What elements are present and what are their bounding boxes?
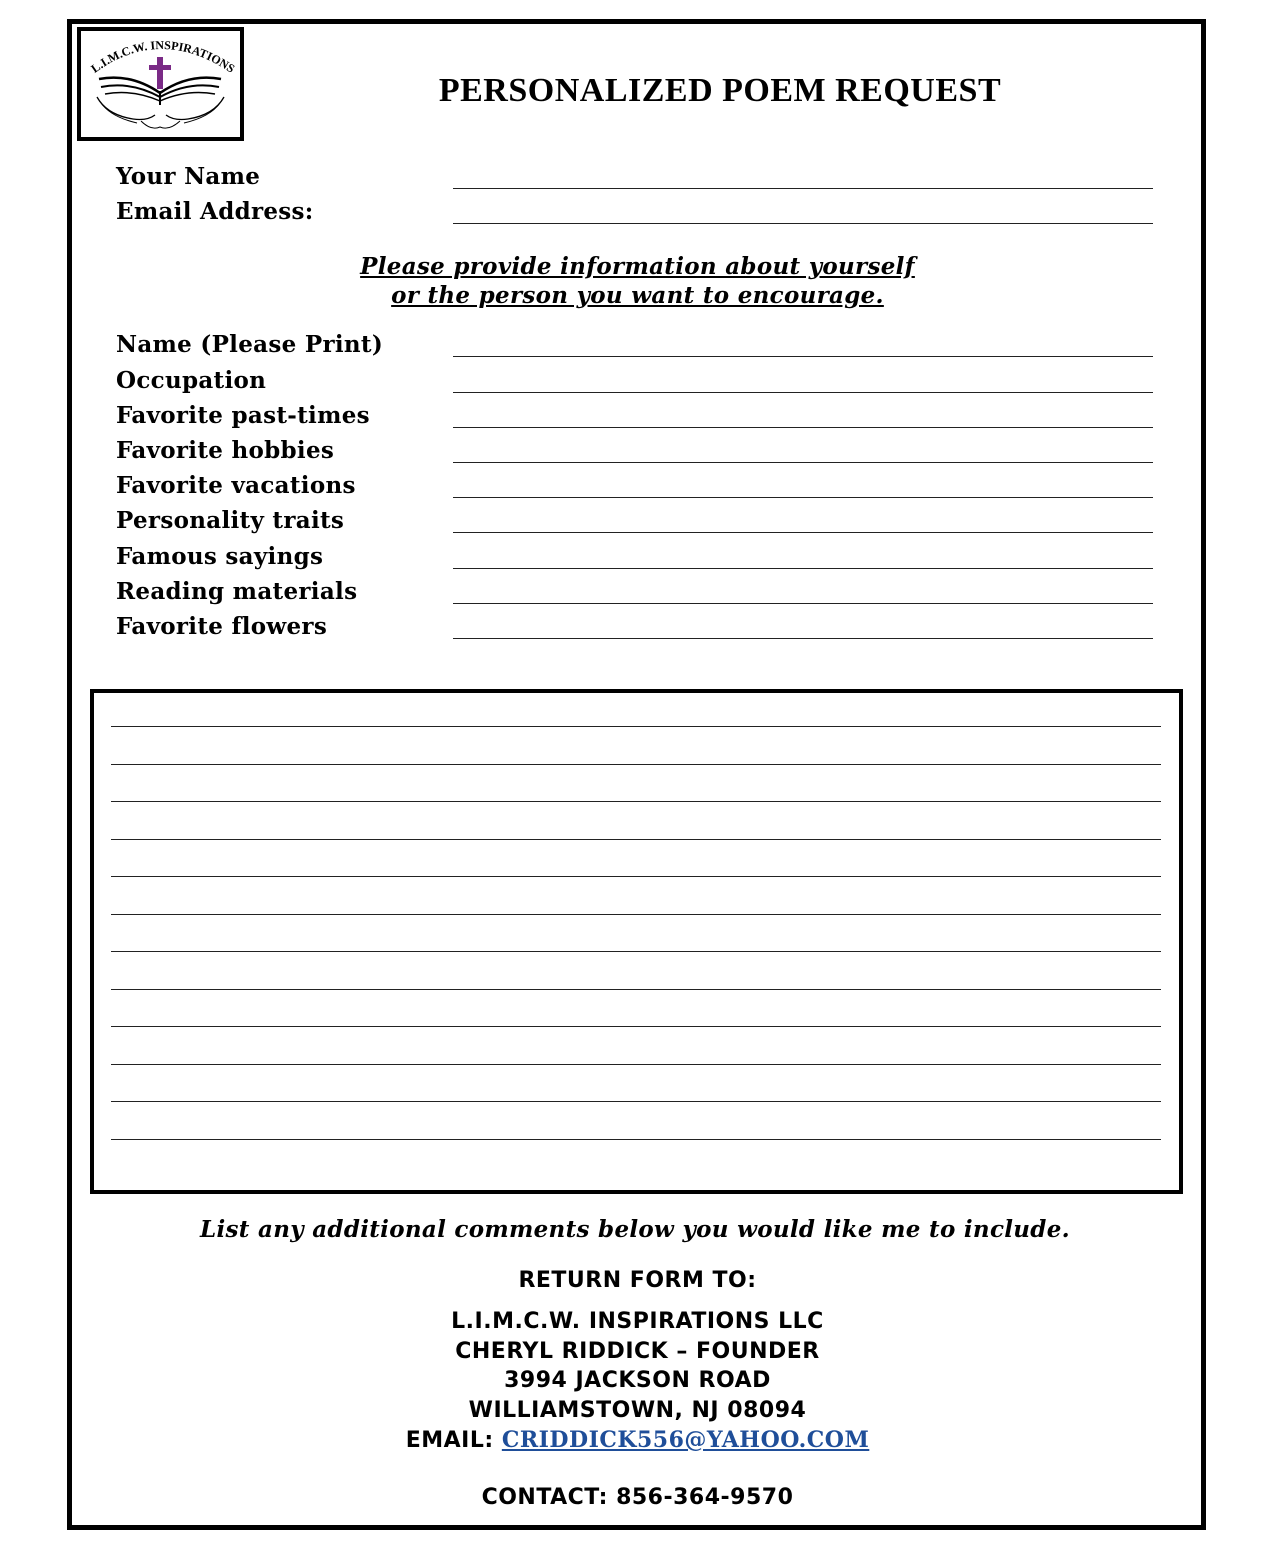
return-heading: RETURN FORM TO: bbox=[518, 1268, 757, 1293]
favorite-vacations-field[interactable] bbox=[116, 472, 1156, 506]
page-title: PERSONALIZED POEM REQUEST bbox=[438, 72, 1002, 109]
reading-materials-field[interactable] bbox=[116, 578, 1156, 612]
favorite-hobbies-field[interactable] bbox=[116, 437, 1156, 471]
instruction-line-2: or the person you want to encourage. bbox=[391, 282, 884, 309]
field-label: Name (Please Print) bbox=[116, 331, 384, 358]
occupation-field[interactable] bbox=[116, 367, 1156, 401]
field-label: Reading materials bbox=[116, 578, 358, 605]
reading-materials-line[interactable] bbox=[453, 603, 1153, 604]
field-label: Your Name bbox=[116, 163, 261, 190]
comment-line[interactable] bbox=[111, 1139, 1161, 1140]
favorite-hobbies-line[interactable] bbox=[453, 462, 1153, 463]
personality-traits-line[interactable] bbox=[453, 532, 1153, 533]
additional-comments-note: List any additional comments below you would like me to include. bbox=[200, 1216, 1070, 1243]
comment-line[interactable] bbox=[111, 801, 1161, 802]
open-bible-hands-icon bbox=[81, 31, 240, 137]
email-address-field[interactable] bbox=[116, 198, 1156, 232]
return-street: 3994 JACKSON ROAD bbox=[504, 1368, 771, 1393]
comment-line[interactable] bbox=[111, 1026, 1161, 1027]
favorite-flowers-line[interactable] bbox=[453, 638, 1153, 639]
field-label: Email Address: bbox=[116, 198, 314, 225]
company-logo bbox=[77, 27, 244, 141]
favorite-past-times-field[interactable] bbox=[116, 402, 1156, 436]
name-print-field[interactable] bbox=[116, 331, 1156, 365]
occupation-line[interactable] bbox=[453, 392, 1153, 393]
return-city: WILLIAMSTOWN, NJ 08094 bbox=[468, 1398, 807, 1423]
favorite-flowers-field[interactable] bbox=[116, 613, 1156, 647]
field-label: Occupation bbox=[116, 367, 267, 394]
return-founder: CHERYL RIDDICK – FOUNDER bbox=[455, 1339, 820, 1364]
field-label: Favorite hobbies bbox=[116, 437, 335, 464]
field-label: Favorite flowers bbox=[116, 613, 328, 640]
comment-line[interactable] bbox=[111, 764, 1161, 765]
instruction-line-1: Please provide information about yourself bbox=[360, 253, 915, 280]
famous-sayings-field[interactable] bbox=[116, 543, 1156, 577]
name-print-line[interactable] bbox=[453, 356, 1153, 357]
email-label: EMAIL: bbox=[405, 1428, 494, 1453]
favorite-vacations-line[interactable] bbox=[453, 497, 1153, 498]
field-label: Personality traits bbox=[116, 507, 345, 534]
comment-line[interactable] bbox=[111, 1101, 1161, 1102]
field-label: Famous sayings bbox=[116, 543, 324, 570]
your-name-field[interactable] bbox=[116, 163, 1156, 197]
famous-sayings-line[interactable] bbox=[453, 568, 1153, 569]
email-link[interactable]: CRIDDICK556@YAHOO.COM bbox=[501, 1427, 870, 1453]
field-label: Favorite past-times bbox=[116, 402, 370, 429]
comment-line[interactable] bbox=[111, 876, 1161, 877]
comment-line[interactable] bbox=[111, 726, 1161, 727]
your-name-line[interactable] bbox=[453, 188, 1153, 189]
comment-line[interactable] bbox=[111, 839, 1161, 840]
field-label: Favorite vacations bbox=[116, 472, 356, 499]
return-email-row bbox=[200, 1427, 1075, 1453]
return-company: L.I.M.C.W. INSPIRATIONS LLC bbox=[451, 1309, 824, 1334]
return-contact: CONTACT: 856-364-9570 bbox=[481, 1485, 794, 1510]
favorite-past-times-line[interactable] bbox=[453, 427, 1153, 428]
comment-line[interactable] bbox=[111, 951, 1161, 952]
personality-traits-field[interactable] bbox=[116, 507, 1156, 541]
logo-text: L.I.M.C.W. INSPIRATIONS bbox=[88, 37, 238, 76]
comment-line[interactable] bbox=[111, 1064, 1161, 1065]
comment-line[interactable] bbox=[111, 914, 1161, 915]
comment-line[interactable] bbox=[111, 989, 1161, 990]
email-address-line[interactable] bbox=[453, 223, 1153, 224]
comments-box[interactable] bbox=[90, 689, 1183, 1194]
